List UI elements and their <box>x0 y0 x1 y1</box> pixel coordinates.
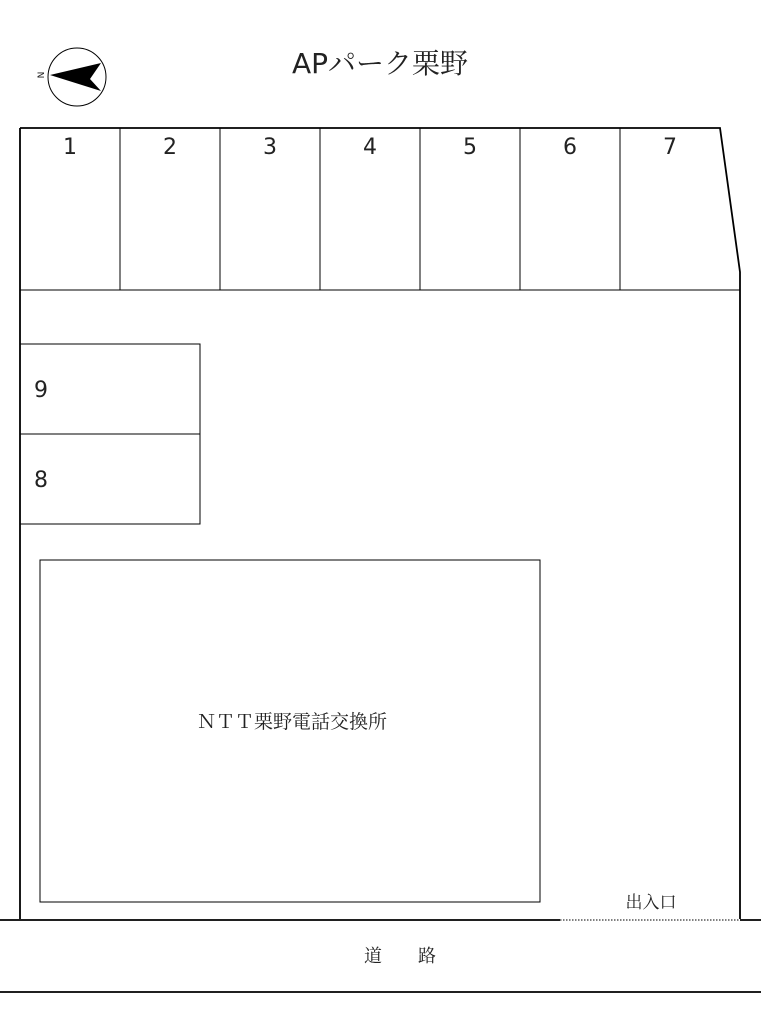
ntt-building <box>40 560 540 902</box>
space-7-number: 7 <box>663 135 677 160</box>
space-4-number: 4 <box>363 135 377 160</box>
north-arrow-icon <box>50 63 101 91</box>
space-1-number: 1 <box>63 135 77 160</box>
page-title: APパーク栗野 <box>291 47 469 80</box>
top-parking-row <box>20 128 740 290</box>
entrance-label: 出入口 <box>625 893 677 913</box>
space-8-number: 8 <box>34 468 48 493</box>
space-6-number: 6 <box>563 135 577 160</box>
entrance <box>560 893 740 920</box>
space-3-number: 3 <box>263 135 277 160</box>
road <box>0 920 761 992</box>
side-parking-spaces <box>20 344 200 524</box>
compass <box>37 48 106 106</box>
road-label: 道 路 <box>364 946 436 967</box>
compass-north-label: N <box>37 71 47 79</box>
building-label: ＮＴＴ栗野電話交換所 <box>196 711 388 733</box>
space-2-number: 2 <box>163 135 177 160</box>
space-5-number: 5 <box>463 135 477 160</box>
space-9-number: 9 <box>34 378 48 403</box>
